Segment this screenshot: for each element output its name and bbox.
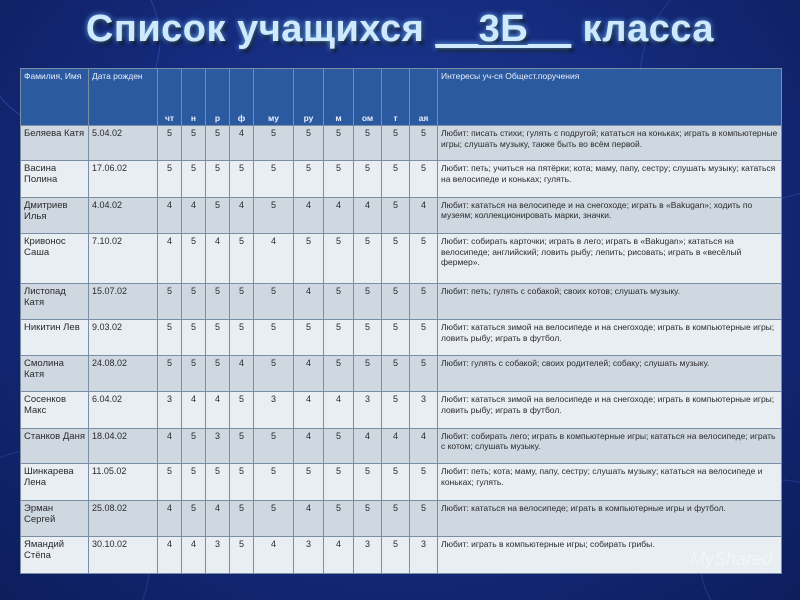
grade-cell: 5 bbox=[354, 464, 382, 501]
birth-date: 25.08.02 bbox=[89, 500, 158, 537]
grade-cell: 5 bbox=[382, 537, 410, 574]
title-text: Список учащихся bbox=[85, 8, 436, 50]
student-interests: Любит: играть в компьютерные игры; собирать грибы. bbox=[438, 537, 782, 574]
grade-cell: 5 bbox=[230, 320, 254, 355]
grade-cell: 4 bbox=[206, 500, 230, 537]
grade-cell: 3 bbox=[294, 537, 324, 574]
grade-cell: 5 bbox=[410, 500, 438, 537]
grade-cell: 5 bbox=[324, 500, 354, 537]
grade-cell: 5 bbox=[182, 161, 206, 198]
grade-cell: 3 bbox=[410, 392, 438, 429]
grade-cell: 4 bbox=[324, 392, 354, 429]
birth-date: 15.07.02 bbox=[89, 283, 158, 320]
grade-cell: 5 bbox=[182, 283, 206, 320]
grade-cell: 4 bbox=[294, 392, 324, 429]
birth-date: 30.10.02 bbox=[89, 537, 158, 574]
grade-cell: 3 bbox=[206, 428, 230, 463]
grade-cell: 5 bbox=[294, 126, 324, 161]
grade-cell: 5 bbox=[382, 161, 410, 198]
title-tail: класса bbox=[571, 8, 715, 50]
header-date: Дата рожден bbox=[89, 69, 158, 126]
header-subject: ая bbox=[410, 69, 438, 126]
grade-cell: 5 bbox=[382, 126, 410, 161]
table-row bbox=[21, 126, 782, 161]
grade-cell: 4 bbox=[254, 234, 294, 283]
header-subject: ру bbox=[294, 69, 324, 126]
grade-cell: 5 bbox=[158, 355, 182, 392]
student-interests: Любит: писать стихи; гулять с подругой; кататься на коньках; играть в компьютерные игры; слушать музыку, также быть во всём первой. bbox=[438, 126, 782, 161]
grade-cell: 4 bbox=[230, 126, 254, 161]
grade-cell: 5 bbox=[294, 161, 324, 198]
header-subject: ом bbox=[354, 69, 382, 126]
grade-cell: 5 bbox=[182, 320, 206, 355]
table-row bbox=[21, 428, 782, 463]
header-subject: р bbox=[206, 69, 230, 126]
birth-date: 4.04.02 bbox=[89, 197, 158, 234]
grade-cell: 4 bbox=[294, 355, 324, 392]
student-interests: Любит: кататься на велосипеде; играть в компьютерные игры и футбол. bbox=[438, 500, 782, 537]
grade-cell: 5 bbox=[182, 464, 206, 501]
grade-cell: 5 bbox=[254, 197, 294, 234]
birth-date: 17.06.02 bbox=[89, 161, 158, 198]
student-name: Ямандий Стёпа bbox=[21, 537, 89, 574]
grade-cell: 5 bbox=[324, 464, 354, 501]
student-interests: Любит: собирать карточки; играть в лего; играть в «Bakugan»; кататься на велосипеде; английский; ловить рыбу; лепить; рисовать; играть в «весёлый фермер». bbox=[438, 234, 782, 283]
table-row bbox=[21, 234, 782, 283]
grade-cell: 5 bbox=[158, 126, 182, 161]
grade-cell: 5 bbox=[254, 161, 294, 198]
grade-cell: 5 bbox=[230, 161, 254, 198]
grade-cell: 5 bbox=[382, 500, 410, 537]
header-name: Фамилия, Имя bbox=[21, 69, 89, 126]
birth-date: 18.04.02 bbox=[89, 428, 158, 463]
student-interests: Любит: петь; кота; маму, папу, сестру; слушать музыку; кататься на велосипеде и коньках; гулять. bbox=[438, 464, 782, 501]
student-interests: Любит: кататься на велосипеде и на снегоходе; играть в «Bakugan»; ходить по музеям; коллекционировать марки, значки. bbox=[438, 197, 782, 234]
student-name: Кривонос Саша bbox=[21, 234, 89, 283]
title-class: __3Б__ bbox=[435, 8, 572, 50]
grade-cell: 5 bbox=[382, 197, 410, 234]
grade-cell: 4 bbox=[294, 428, 324, 463]
grade-cell: 3 bbox=[158, 392, 182, 429]
table-row bbox=[21, 320, 782, 355]
header-subject: н bbox=[182, 69, 206, 126]
grade-cell: 4 bbox=[158, 197, 182, 234]
table-row bbox=[21, 283, 782, 320]
grade-cell: 4 bbox=[158, 428, 182, 463]
grade-cell: 5 bbox=[206, 320, 230, 355]
grade-cell: 5 bbox=[324, 320, 354, 355]
grade-cell: 4 bbox=[182, 197, 206, 234]
student-interests: Любит: кататься зимой на велосипеде и на снегоходе; играть в компьютерные игры; ловить рыбу; играть в футбол. bbox=[438, 392, 782, 429]
student-name: Дмитриев Илья bbox=[21, 197, 89, 234]
grade-cell: 4 bbox=[324, 197, 354, 234]
birth-date: 24.08.02 bbox=[89, 355, 158, 392]
grade-cell: 5 bbox=[410, 355, 438, 392]
grade-cell: 5 bbox=[206, 283, 230, 320]
grade-cell: 5 bbox=[230, 234, 254, 283]
student-interests: Любит: петь; учиться на пятёрки; кота; маму, папу, сестру; слушать музыку; кататься на велосипеде и коньках; гулять. bbox=[438, 161, 782, 198]
student-name: Беляева Катя bbox=[21, 126, 89, 161]
grade-cell: 4 bbox=[230, 197, 254, 234]
grade-cell: 5 bbox=[206, 161, 230, 198]
grade-cell: 5 bbox=[254, 355, 294, 392]
grade-cell: 4 bbox=[294, 197, 324, 234]
header-interests: Интересы уч-ся Общест.поручения bbox=[438, 69, 782, 126]
grade-cell: 5 bbox=[254, 320, 294, 355]
grade-cell: 5 bbox=[254, 283, 294, 320]
grade-cell: 3 bbox=[354, 392, 382, 429]
grade-cell: 4 bbox=[254, 537, 294, 574]
grade-cell: 5 bbox=[324, 161, 354, 198]
grade-cell: 5 bbox=[354, 161, 382, 198]
grade-cell: 4 bbox=[410, 197, 438, 234]
grade-cell: 5 bbox=[182, 355, 206, 392]
grade-cell: 4 bbox=[410, 428, 438, 463]
grade-cell: 5 bbox=[230, 428, 254, 463]
grade-cell: 5 bbox=[410, 161, 438, 198]
grade-cell: 4 bbox=[294, 500, 324, 537]
student-name: Никитин Лев bbox=[21, 320, 89, 355]
grade-cell: 3 bbox=[354, 537, 382, 574]
student-name: Сосенков Макс bbox=[21, 392, 89, 429]
table-header-row bbox=[21, 69, 782, 126]
student-interests: Любит: кататься зимой на велосипеде и на снегоходе; играть в компьютерные игры; ловить рыбу; играть в футбол. bbox=[438, 320, 782, 355]
grade-cell: 5 bbox=[182, 428, 206, 463]
grade-cell: 5 bbox=[182, 500, 206, 537]
grade-cell: 5 bbox=[410, 234, 438, 283]
grade-cell: 5 bbox=[410, 126, 438, 161]
table-row bbox=[21, 537, 782, 574]
watermark: MyShared bbox=[689, 549, 772, 569]
grade-cell: 3 bbox=[254, 392, 294, 429]
birth-date: 6.04.02 bbox=[89, 392, 158, 429]
grade-cell: 5 bbox=[324, 234, 354, 283]
grade-cell: 5 bbox=[206, 126, 230, 161]
student-name: Шинкарева Лена bbox=[21, 464, 89, 501]
birth-date: 11.05.02 bbox=[89, 464, 158, 501]
student-name: Эрман Сергей bbox=[21, 500, 89, 537]
grade-cell: 5 bbox=[230, 537, 254, 574]
grade-cell: 4 bbox=[206, 392, 230, 429]
student-interests: Любит: петь; гулять с собакой; своих котов; слушать музыку. bbox=[438, 283, 782, 320]
grade-cell: 4 bbox=[354, 428, 382, 463]
grade-cell: 5 bbox=[382, 464, 410, 501]
grade-cell: 5 bbox=[158, 320, 182, 355]
grade-cell: 3 bbox=[206, 537, 230, 574]
student-name: Станков Даня bbox=[21, 428, 89, 463]
table-row bbox=[21, 464, 782, 501]
header-subject: т bbox=[382, 69, 410, 126]
grade-cell: 4 bbox=[158, 500, 182, 537]
grade-cell: 5 bbox=[324, 355, 354, 392]
header-subject: м bbox=[324, 69, 354, 126]
grade-cell: 4 bbox=[324, 537, 354, 574]
grade-cell: 5 bbox=[354, 234, 382, 283]
grade-cell: 4 bbox=[294, 283, 324, 320]
student-name: Васина Полина bbox=[21, 161, 89, 198]
grade-cell: 5 bbox=[206, 464, 230, 501]
grade-cell: 5 bbox=[410, 283, 438, 320]
grade-cell: 5 bbox=[354, 283, 382, 320]
grade-cell: 5 bbox=[354, 500, 382, 537]
birth-date: 9.03.02 bbox=[89, 320, 158, 355]
grade-cell: 4 bbox=[158, 537, 182, 574]
grade-cell: 4 bbox=[354, 197, 382, 234]
grade-cell: 5 bbox=[158, 464, 182, 501]
grade-cell: 5 bbox=[410, 320, 438, 355]
grade-cell: 5 bbox=[324, 428, 354, 463]
grade-cell: 4 bbox=[206, 234, 230, 283]
grade-cell: 4 bbox=[158, 234, 182, 283]
table-row bbox=[21, 355, 782, 392]
grade-cell: 5 bbox=[254, 126, 294, 161]
grade-cell: 5 bbox=[182, 126, 206, 161]
grade-cell: 5 bbox=[382, 355, 410, 392]
page-title bbox=[0, 8, 800, 51]
grade-cell: 4 bbox=[382, 428, 410, 463]
grade-cell: 5 bbox=[382, 392, 410, 429]
table-row bbox=[21, 161, 782, 198]
grade-cell: 5 bbox=[254, 500, 294, 537]
grade-cell: 5 bbox=[254, 464, 294, 501]
header-subject: чт bbox=[158, 69, 182, 126]
grade-cell: 5 bbox=[206, 355, 230, 392]
grade-cell: 5 bbox=[158, 283, 182, 320]
student-interests: Любит: гулять с собакой; своих родителей; собаку; слушать музыку. bbox=[438, 355, 782, 392]
grade-cell: 4 bbox=[182, 537, 206, 574]
grade-cell: 5 bbox=[230, 283, 254, 320]
grade-cell: 4 bbox=[230, 355, 254, 392]
grade-cell: 5 bbox=[382, 320, 410, 355]
table-row bbox=[21, 500, 782, 537]
header-subject: му bbox=[254, 69, 294, 126]
grade-cell: 5 bbox=[354, 126, 382, 161]
grade-cell: 5 bbox=[294, 234, 324, 283]
grade-cell: 5 bbox=[324, 126, 354, 161]
grade-cell: 5 bbox=[354, 355, 382, 392]
grade-cell: 5 bbox=[382, 234, 410, 283]
grade-cell: 5 bbox=[382, 283, 410, 320]
birth-date: 5.04.02 bbox=[89, 126, 158, 161]
student-name: Смолина Катя bbox=[21, 355, 89, 392]
birth-date: 7.10.02 bbox=[89, 234, 158, 283]
grade-cell: 4 bbox=[182, 392, 206, 429]
grade-cell: 5 bbox=[182, 234, 206, 283]
table-row bbox=[21, 197, 782, 234]
grade-cell: 5 bbox=[294, 464, 324, 501]
student-interests: Любит: собирать лего; играть в компьютерные игры; кататься на велосипеде; играть с котом; слушать музыку. bbox=[438, 428, 782, 463]
grade-cell: 5 bbox=[294, 320, 324, 355]
grade-cell: 5 bbox=[230, 392, 254, 429]
grade-cell: 5 bbox=[206, 197, 230, 234]
grade-cell: 5 bbox=[254, 428, 294, 463]
grade-cell: 5 bbox=[324, 283, 354, 320]
grade-cell: 5 bbox=[410, 464, 438, 501]
grade-cell: 5 bbox=[158, 161, 182, 198]
grade-cell: 5 bbox=[230, 464, 254, 501]
grade-cell: 5 bbox=[230, 500, 254, 537]
header-subject: ф bbox=[230, 69, 254, 126]
table-row bbox=[21, 392, 782, 429]
student-table bbox=[20, 68, 782, 574]
student-name: Листопад Катя bbox=[21, 283, 89, 320]
grade-cell: 3 bbox=[410, 537, 438, 574]
grade-cell: 5 bbox=[354, 320, 382, 355]
